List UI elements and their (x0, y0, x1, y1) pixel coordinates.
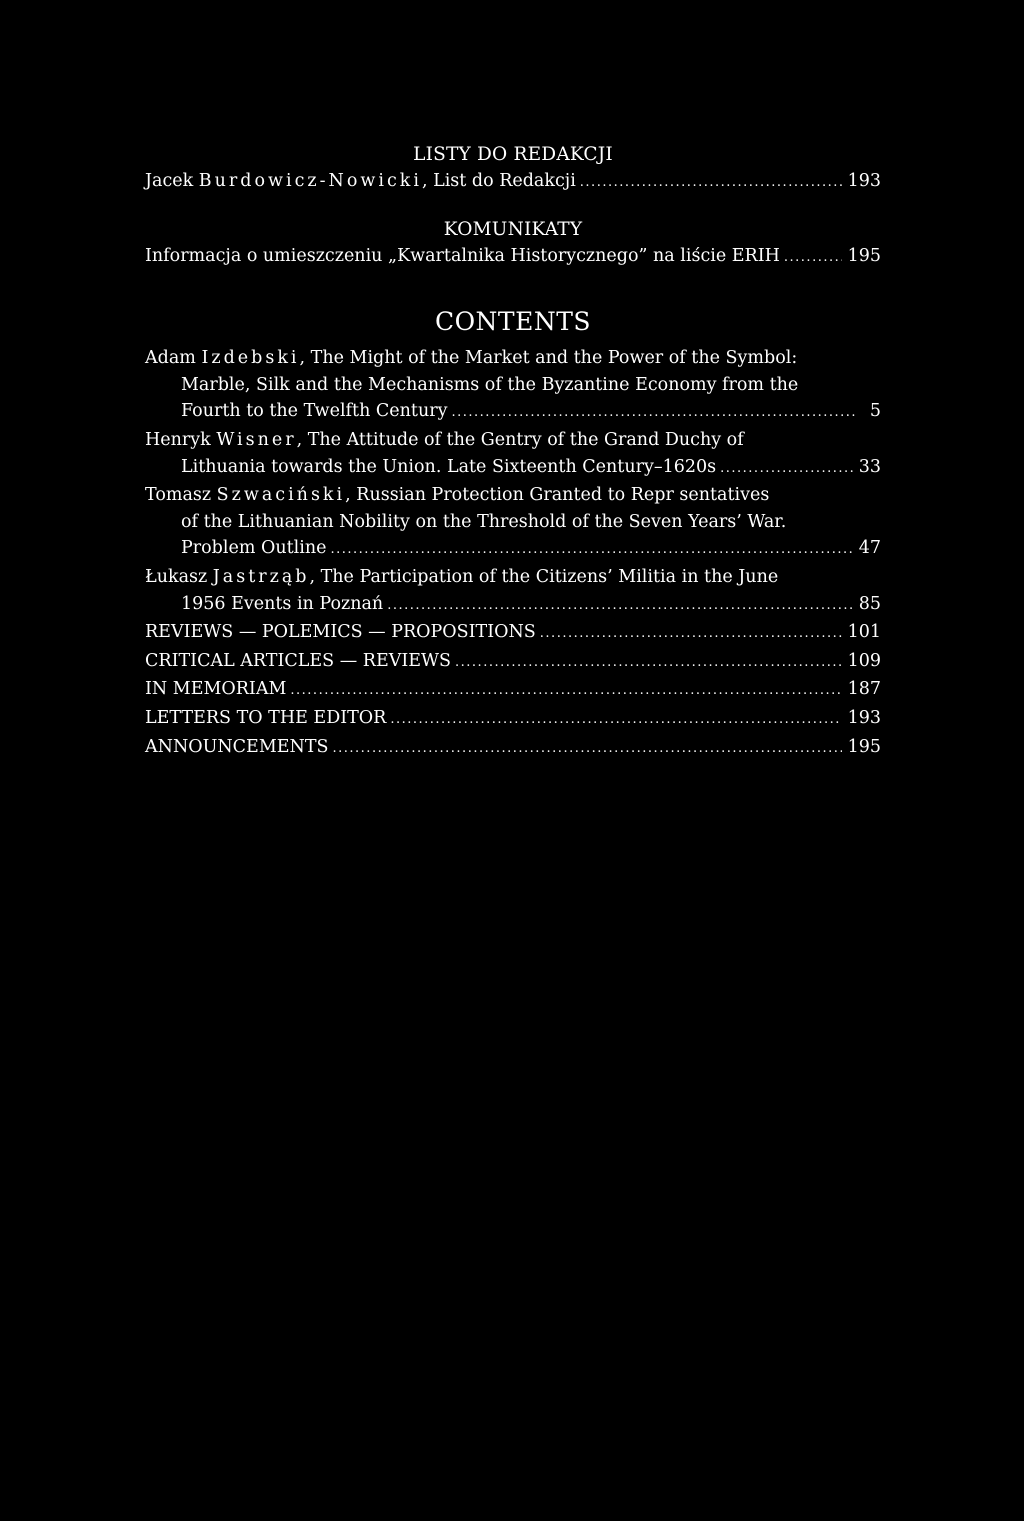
page-number: 33 (858, 456, 881, 477)
section-label: LETTERS TO THE EDITOR (145, 707, 387, 728)
toc-entry-article (145, 345, 881, 427)
page-number: 187 (847, 679, 881, 700)
entry-line-last (145, 535, 881, 564)
entry-title: Problem Outline (181, 538, 327, 559)
dot-leader (390, 707, 841, 734)
entry-title: Fourth to the Twelfth Century (181, 401, 448, 422)
page-number: 195 (847, 736, 881, 757)
section-label: REVIEWS — POLEMICS — PROPOSITIONS (145, 622, 536, 643)
toc-section-announcements (145, 734, 881, 763)
author-first-name: Henryk (145, 429, 211, 450)
entry-line (145, 482, 881, 509)
entry-line (145, 564, 881, 591)
section-label: IN MEMORIAM (145, 679, 287, 700)
toc-section-reviews-polemics (145, 619, 881, 648)
dot-leader (451, 400, 855, 427)
section-label: CRITICAL ARTICLES — REVIEWS (145, 650, 452, 671)
toc-section-critical-articles (145, 648, 881, 677)
page-number: 47 (858, 538, 881, 559)
entry-title: , List do Redakcji (421, 171, 576, 191)
author-last-name: Szwaciński (216, 485, 346, 506)
entry-title: , The Participation of the Citizens’ Militia in the June (309, 566, 779, 587)
dot-leader (540, 621, 842, 648)
page-number: 193 (847, 171, 881, 191)
author-first-name: Łukasz (145, 566, 208, 587)
author-last-name: Jastrząb (212, 566, 310, 587)
dot-leader (784, 245, 842, 272)
entry-text (145, 168, 576, 195)
entry-line (145, 345, 881, 372)
toc-entry-article (145, 427, 881, 482)
author-last-name: Wisner (216, 429, 297, 450)
dot-leader (290, 678, 841, 705)
dot-leader (580, 170, 842, 197)
toc-entry-listy (145, 168, 881, 197)
entry-line-last (145, 591, 881, 620)
toc-entry-article (145, 564, 881, 619)
entry-line-last (145, 454, 881, 483)
entry-line: Marble, Silk and the Mechanisms of the Byzantine Economy from the (181, 374, 799, 395)
entry-title: , Russian Protection Granted to Repr sentatives (345, 485, 770, 506)
toc-entry-komunikaty (145, 243, 881, 272)
table-of-contents (145, 142, 881, 762)
page-number: 195 (847, 245, 881, 266)
dot-leader (330, 537, 852, 564)
entry-title: 1956 Events in Poznań (181, 593, 384, 614)
section-heading-contents: CONTENTS (434, 307, 592, 337)
author-last-name: Burdowicz-Nowicki (198, 171, 422, 191)
dot-leader (455, 650, 842, 677)
author-first-name: Tomasz (145, 485, 212, 506)
page-number: 101 (847, 622, 881, 643)
entry-line (145, 427, 881, 454)
entry-title: , The Attitude of the Gentry of the Grand Duchy of (296, 429, 744, 450)
entry-title: Informacja o umieszczeniu „Kwartalnika Historycznego” na liście ERIH (145, 245, 780, 266)
toc-section-letters (145, 705, 881, 734)
dot-leader (333, 736, 842, 763)
dot-leader (387, 593, 853, 620)
section-heading-listy: LISTY DO REDAKCJI (413, 144, 613, 165)
toc-section-in-memoriam (145, 676, 881, 705)
entry-title: Lithuania towards the Union. Late Sixteenth Century–1620s (181, 456, 717, 477)
dot-leader (720, 456, 853, 483)
page-number: 85 (858, 593, 881, 614)
entry-line: of the Lithuanian Nobility on the Threshold of the Seven Years’ War. (181, 511, 787, 532)
entry-line-last (145, 398, 881, 427)
toc-entry-article (145, 482, 881, 564)
page-number: 193 (847, 707, 881, 728)
section-label: ANNOUNCEMENTS (145, 736, 329, 757)
section-heading-komunikaty: KOMUNIKATY (443, 218, 583, 240)
entry-title: , The Might of the Market and the Power of the Symbol: (299, 348, 798, 369)
page-number: 5 (869, 401, 881, 422)
author-last-name: Izdebski (201, 348, 300, 369)
author-first-name: Adam (145, 348, 196, 369)
author-first-name: Jacek (145, 171, 194, 191)
page-number: 109 (847, 650, 881, 671)
